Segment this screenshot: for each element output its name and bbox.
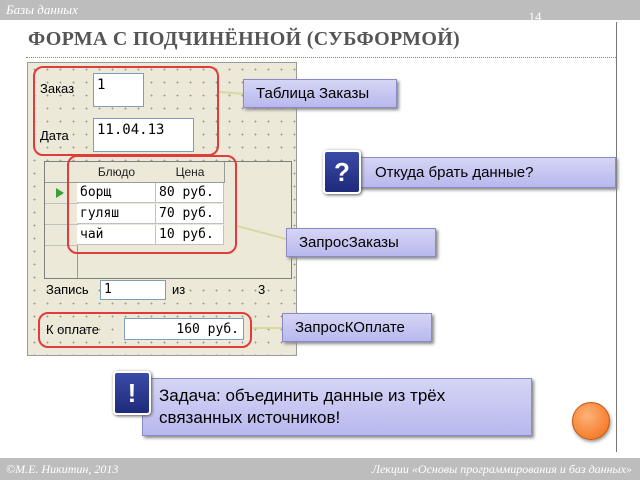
question-badge-icon: ? — [323, 150, 361, 194]
table-row-cell-dish[interactable]: гуляш — [77, 204, 156, 224]
record-count: 3 — [258, 282, 266, 297]
task-line-1: Задача: объединить данные из трёх — [159, 386, 446, 405]
exclamation-badge-icon: ! — [113, 371, 151, 415]
task-line-2: связанных источников! — [159, 408, 341, 427]
callout-query-payment: ЗапросКОплате — [282, 313, 432, 342]
section-title: Базы данных — [6, 2, 78, 17]
slide-title: ФОРМА С ПОДЧИНЁННОЙ (СУБФОРМОЙ) — [28, 28, 461, 50]
table-row-cell-price[interactable]: 80 руб. — [156, 183, 224, 203]
order-label: Заказ — [40, 81, 75, 96]
callout-query-orders: ЗапросЗаказы — [286, 228, 436, 257]
column-header-price[interactable]: Цена — [156, 162, 225, 183]
column-header-dish[interactable]: Блюдо — [77, 162, 157, 183]
callout-question: Откуда брать данные? — [352, 157, 616, 188]
footer-bar — [0, 458, 640, 480]
callout-task — [142, 378, 532, 436]
page-number: 14 — [528, 9, 542, 24]
table-row-cell-dish[interactable]: борщ — [77, 183, 156, 203]
table-row-cell-price[interactable]: 70 руб. — [156, 204, 224, 224]
table-row-cell-price[interactable]: 10 руб. — [156, 225, 224, 245]
date-field[interactable]: 11.04.13 — [93, 118, 194, 152]
of-label: из — [172, 282, 186, 297]
total-label: К оплате — [46, 322, 100, 337]
record-number-field[interactable]: 1 — [100, 280, 166, 300]
date-label: Дата — [40, 128, 69, 143]
order-field[interactable]: 1 — [93, 73, 144, 107]
total-field[interactable]: 160 руб. — [124, 318, 244, 340]
callout-orders-table: Таблица Заказы — [243, 79, 397, 108]
footer-author: ©М.Е. Никитин, 2013 — [6, 462, 119, 476]
footer-course: Лекции «Основы программирования и баз данных» — [371, 462, 632, 476]
orange-circle-icon — [572, 402, 610, 440]
table-row-cell-dish[interactable]: чай — [77, 225, 156, 245]
record-label: Запись — [46, 282, 89, 297]
